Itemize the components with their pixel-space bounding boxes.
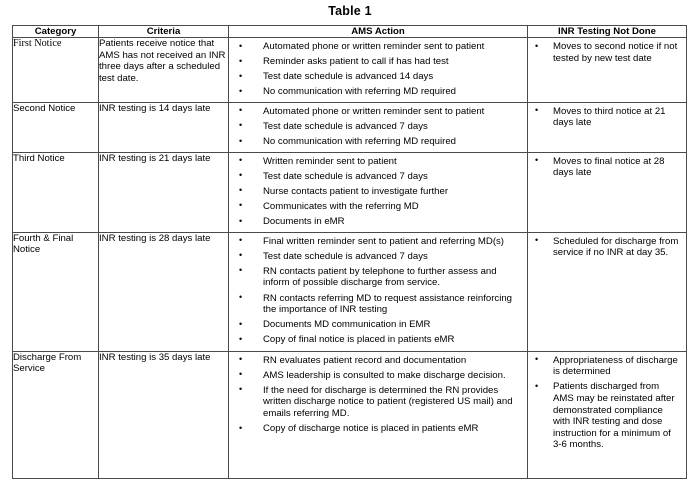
cell-category: First Notice (13, 38, 99, 103)
list-item-label: Automated phone or written reminder sent to patient (263, 105, 485, 117)
list-item (239, 171, 523, 183)
list-item-label: Appropriateness of discharge is determined (553, 354, 678, 378)
ams-action-list (229, 38, 527, 102)
bullet-icon: • (535, 235, 539, 246)
page-title: Table 1 (328, 4, 372, 18)
cell-inr-testing-not-done (528, 102, 687, 152)
list-item (239, 236, 523, 248)
table-header (13, 26, 687, 38)
cell-inr-testing-not-done (528, 232, 687, 351)
table-container (12, 25, 686, 479)
cell-ams-action (229, 152, 528, 232)
list-item-label: If the need for discharge is determined the RN provides written discharge notice to patient (registered US mail) and emails referring MD. (263, 384, 513, 419)
list-item (239, 106, 523, 118)
list-item-label: Reminder asks patient to call if has had test (263, 56, 449, 68)
bullet-icon: • (239, 333, 243, 344)
list-item (239, 251, 523, 263)
list-item (535, 355, 682, 378)
bullet-icon: • (239, 318, 243, 329)
list-item (535, 41, 682, 64)
list-item-label: Test date schedule is advanced 7 days (263, 250, 428, 262)
cell-category: Second Notice (13, 102, 99, 152)
list-item-label: Test date schedule is advanced 14 days (263, 71, 434, 83)
cell-ams-action (229, 38, 528, 103)
bullet-icon: • (239, 135, 243, 146)
bullet-icon: • (239, 200, 243, 211)
bullet-icon: • (535, 155, 539, 166)
list-item-label: Moves to final notice at 28 days late (553, 155, 665, 179)
list-item-label: RN contacts referring MD to request assistance reinforcing the importance of INR testing (263, 292, 513, 316)
bullet-icon: • (535, 380, 539, 391)
inr-not-done-list (528, 352, 686, 455)
table-row (13, 232, 687, 351)
cell-inr-testing-not-done (528, 38, 687, 103)
list-item-label: Copy of final notice is placed in patients eMR (263, 334, 455, 346)
cell-criteria: INR testing is 14 days late (99, 102, 229, 152)
list-item-label: Test date schedule is advanced 7 days (263, 170, 428, 182)
table-row (13, 38, 687, 103)
inr-not-done-list (528, 103, 686, 133)
list-item (239, 121, 523, 133)
column-header-ams-action: AMS Action (229, 26, 528, 38)
list-item (239, 423, 523, 435)
cell-ams-action (229, 102, 528, 152)
ams-action-list (229, 103, 527, 152)
bullet-icon: • (239, 155, 243, 166)
cell-criteria: INR testing is 35 days late (99, 351, 229, 478)
list-item-label: Nurse contacts patient to investigate further (263, 185, 449, 197)
list-item (239, 41, 523, 53)
list-item (239, 156, 523, 168)
table-row (13, 351, 687, 478)
list-item (535, 156, 682, 179)
bullet-icon: • (239, 185, 243, 196)
list-item (239, 186, 523, 198)
list-item-label: Test date schedule is advanced 7 days (263, 120, 428, 132)
column-header-inr-testing-not-done: INR Testing Not Done (528, 26, 687, 38)
bullet-icon: • (239, 120, 243, 131)
list-item (239, 370, 523, 382)
bullet-icon: • (239, 170, 243, 181)
list-item-label: Moves to second notice if not tested by new test date (553, 41, 678, 64)
list-item (239, 201, 523, 213)
bullet-icon: • (535, 354, 539, 365)
bullet-icon: • (239, 215, 243, 226)
bullet-icon: • (239, 422, 243, 433)
list-item-label: RN evaluates patient record and documentation (263, 354, 467, 366)
list-item-label: Documents in eMR (263, 216, 345, 228)
bullet-icon: • (239, 369, 243, 380)
list-item-label: Patients discharged from AMS may be reinstated after demonstrated compliance with INR testing and dose instruction for a minimum of 3-6 months. (553, 381, 675, 451)
inr-not-done-list (528, 38, 686, 68)
cell-criteria: Patients receive notice that AMS has not received an INR three days after a scheduled test date. (99, 38, 229, 103)
table-row (13, 102, 687, 152)
cell-category: Third Notice (13, 152, 99, 232)
cell-criteria: INR testing is 21 days late (99, 152, 229, 232)
bullet-icon: • (239, 354, 243, 365)
list-item-label: RN contacts patient by telephone to further assess and inform of possible discharge from service. (263, 265, 497, 289)
inr-not-done-list (528, 233, 686, 263)
list-item-label: Moves to third notice at 21 days late (553, 105, 666, 129)
list-item (239, 355, 523, 367)
column-header-category: Category (13, 26, 99, 38)
bullet-icon: • (239, 235, 243, 246)
list-item (239, 293, 523, 316)
cell-ams-action (229, 232, 528, 351)
bullet-icon: • (239, 70, 243, 81)
list-item (239, 334, 523, 346)
list-item-label: No communication with referring MD required (263, 86, 457, 98)
bullet-icon: • (239, 265, 243, 276)
ams-action-list (229, 233, 527, 350)
list-item (535, 106, 682, 129)
bullet-icon: • (239, 250, 243, 261)
list-item-label: AMS leadership is consulted to make discharge decision. (263, 369, 506, 381)
cell-inr-testing-not-done (528, 152, 687, 232)
notice-escalation-table (12, 25, 687, 479)
list-item (239, 71, 523, 83)
ams-action-list (229, 352, 527, 439)
bullet-icon: • (239, 85, 243, 96)
list-item (239, 56, 523, 68)
list-item-label: Copy of discharge notice is placed in patients eMR (263, 423, 479, 435)
list-item (239, 86, 523, 98)
cell-inr-testing-not-done (528, 351, 687, 478)
list-item (239, 266, 523, 289)
list-item-label: No communication with referring MD required (263, 136, 457, 148)
ams-action-list (229, 153, 527, 232)
bullet-icon: • (239, 55, 243, 66)
list-item (239, 216, 523, 228)
header-row (13, 26, 687, 38)
list-item (239, 319, 523, 331)
bullet-icon: • (239, 384, 243, 395)
list-item (239, 136, 523, 148)
list-item-label: Documents MD communication in EMR (263, 319, 431, 331)
column-header-criteria: Criteria (99, 26, 229, 38)
bullet-icon: • (239, 40, 243, 51)
list-item-label: Automated phone or written reminder sent to patient (263, 41, 485, 52)
list-item-label: Communicates with the referring MD (263, 200, 419, 212)
cell-category: Discharge From Service (13, 351, 99, 478)
bullet-icon: • (239, 105, 243, 116)
inr-not-done-list (528, 153, 686, 183)
list-item-label: Scheduled for discharge from service if no INR at day 35. (553, 235, 679, 259)
list-item-label: Written reminder sent to patient (263, 155, 397, 167)
bullet-icon: • (239, 292, 243, 302)
list-item-label: Final written reminder sent to patient and referring MD(s) (263, 235, 505, 247)
cell-criteria: INR testing is 28 days late (99, 232, 229, 351)
bullet-icon: • (535, 40, 539, 51)
list-item (535, 381, 682, 451)
list-item (535, 236, 682, 259)
list-item (239, 385, 523, 420)
table-row (13, 152, 687, 232)
cell-category: Fourth & Final Notice (13, 232, 99, 351)
bullet-icon: • (535, 105, 539, 116)
table-body (13, 38, 687, 479)
cell-ams-action (229, 351, 528, 478)
